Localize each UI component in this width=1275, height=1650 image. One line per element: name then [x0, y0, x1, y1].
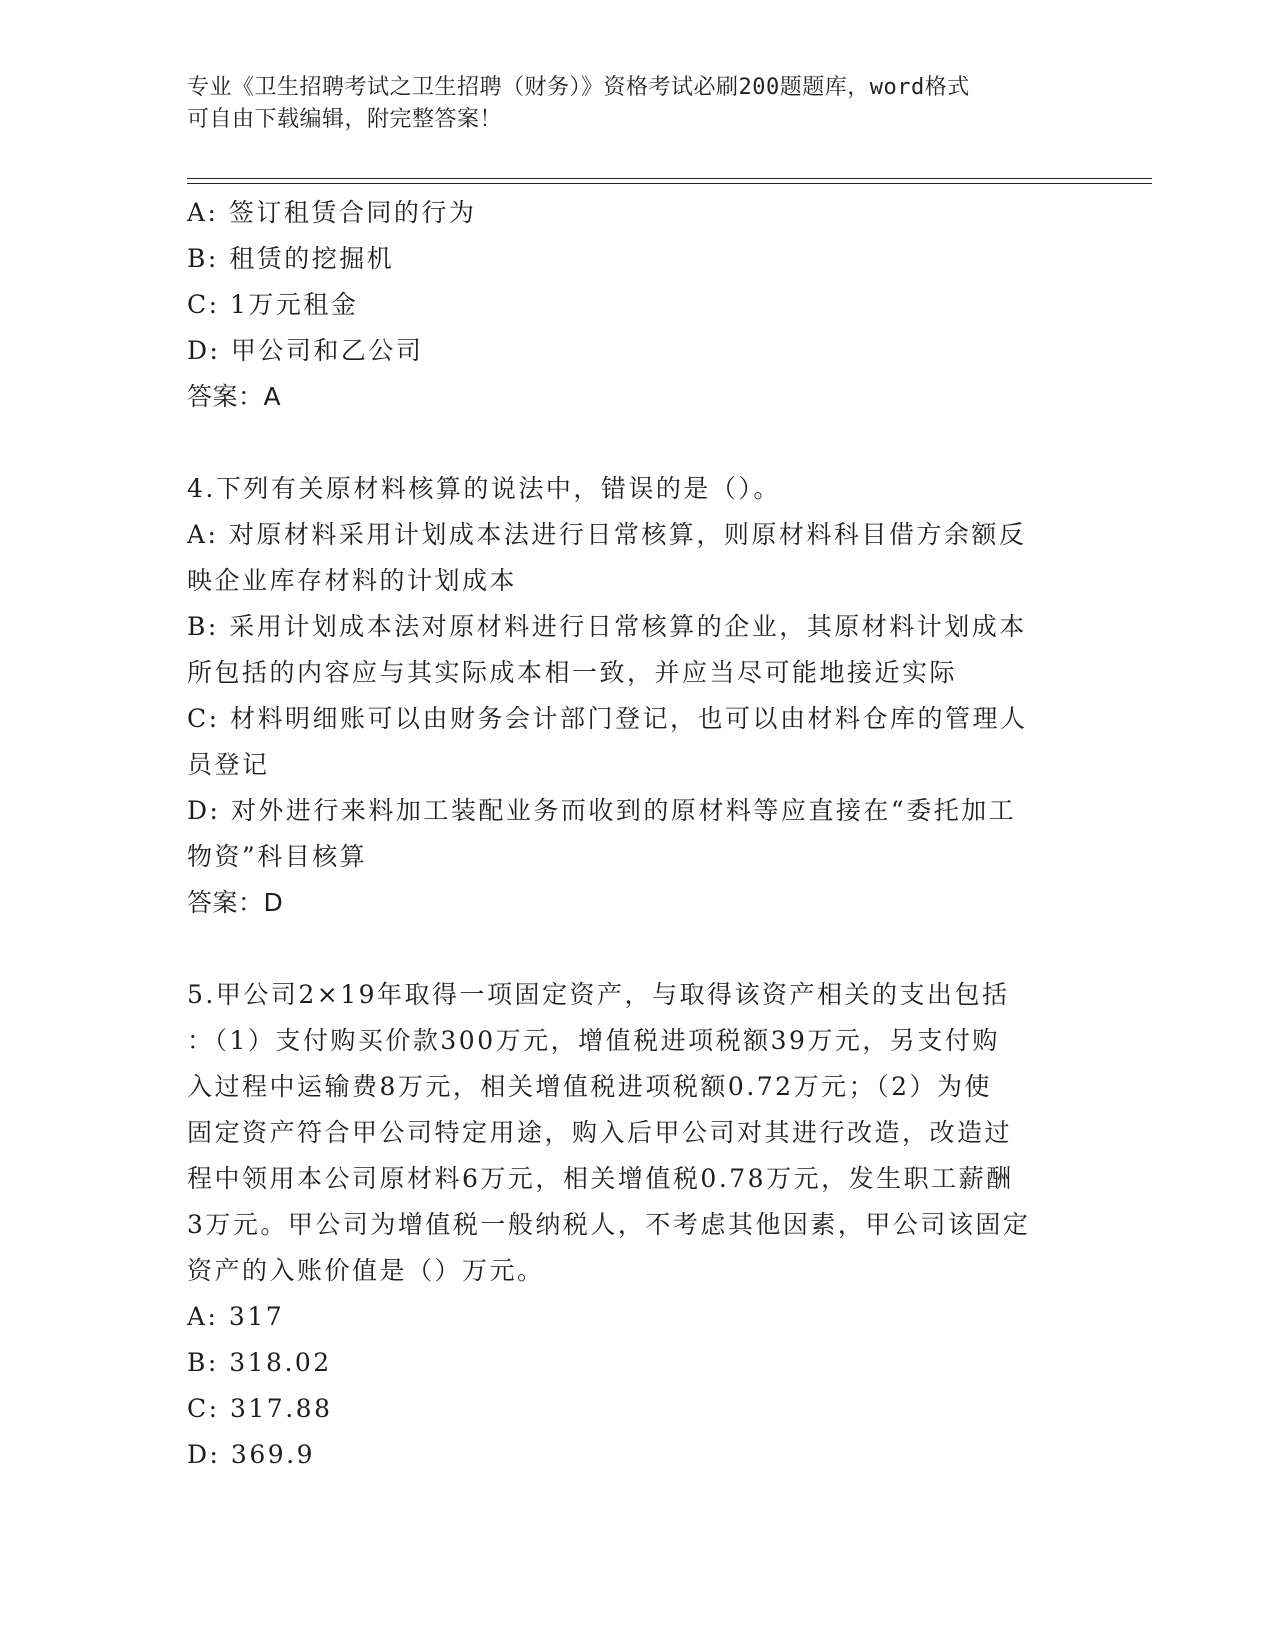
- q5-stem-line: 资产的入账价值是（）万元。: [187, 1256, 545, 1285]
- spacer: [187, 420, 1087, 466]
- q5-stem-line: 入过程中运输费8万元，相关增值税进项税额0.72万元；（2）为使: [187, 1072, 992, 1101]
- q4-answer: 答案：D: [187, 888, 284, 917]
- q5-option-b: B: 318.02: [187, 1348, 332, 1377]
- q5-option-d: D: 369.9: [187, 1440, 315, 1469]
- q4-line: 所包括的内容应与其实际成本相一致，并应当尽可能地接近实际: [187, 658, 958, 687]
- q3-answer: 答案：A: [187, 382, 282, 411]
- q4-stem: 4.下列有关原材料核算的说法中，错误的是（）。: [187, 474, 781, 503]
- q5-stem-line: ：（1）支付购买价款300万元，增值税进项税额39万元，另支付购: [187, 1026, 1000, 1055]
- q5-stem-line: 程中领用本公司原材料6万元，相关增值税0.78万元，发生职工薪酬: [187, 1164, 1014, 1193]
- q4-line: B: 采用计划成本法对原材料进行日常核算的企业，其原材料计划成本: [187, 612, 1027, 641]
- q3-option-b: B: 租赁的挖掘机: [187, 244, 395, 273]
- q4-line: C: 材料明细账可以由财务会计部门登记，也可以由材料仓库的管理人: [187, 704, 1028, 733]
- q4-line: 映企业库存材料的计划成本: [187, 566, 518, 595]
- question-4: [187, 466, 1087, 926]
- q3-option-c: C: 1万元租金: [187, 290, 359, 319]
- question-3: [187, 190, 1087, 420]
- q5-option-c: C: 317.88: [187, 1394, 333, 1423]
- q5-stem-line: 3万元。甲公司为增值税一般纳税人，不考虑其他因素，甲公司该固定: [187, 1210, 1031, 1239]
- q4-line: 员登记: [187, 750, 270, 779]
- spacer: [187, 926, 1087, 972]
- q4-line: A: 对原材料采用计划成本法进行日常核算，则原材料科目借方余额反: [187, 520, 1027, 549]
- question-content: [187, 190, 1087, 1478]
- q5-option-a: A: 317: [187, 1302, 285, 1331]
- header-divider-top: [187, 178, 1152, 179]
- header-line-1: 专业《卫生招聘考试之卫生招聘（财务）》资格考试必刷200题题库，word格式: [187, 75, 970, 100]
- q5-stem-line: 5.甲公司2×19年取得一项固定资产，与取得该资产相关的支出包括: [187, 980, 1010, 1009]
- question-5: [187, 972, 1087, 1478]
- q4-line: 物资”科目核算: [187, 842, 368, 871]
- q3-option-a: A: 签订租赁合同的行为: [187, 198, 477, 227]
- q3-option-d: D: 甲公司和乙公司: [187, 336, 424, 365]
- q4-line: D: 对外进行来料加工装配业务而收到的原材料等应直接在“委托加工: [187, 796, 1017, 825]
- document-header: [187, 72, 1067, 136]
- header-line-2: 可自由下载编辑，附完整答案！: [187, 107, 503, 132]
- q5-stem-line: 固定资产符合甲公司特定用途，购入后甲公司对其进行改造，改造过: [187, 1118, 1013, 1147]
- header-divider-bottom: [187, 183, 1152, 184]
